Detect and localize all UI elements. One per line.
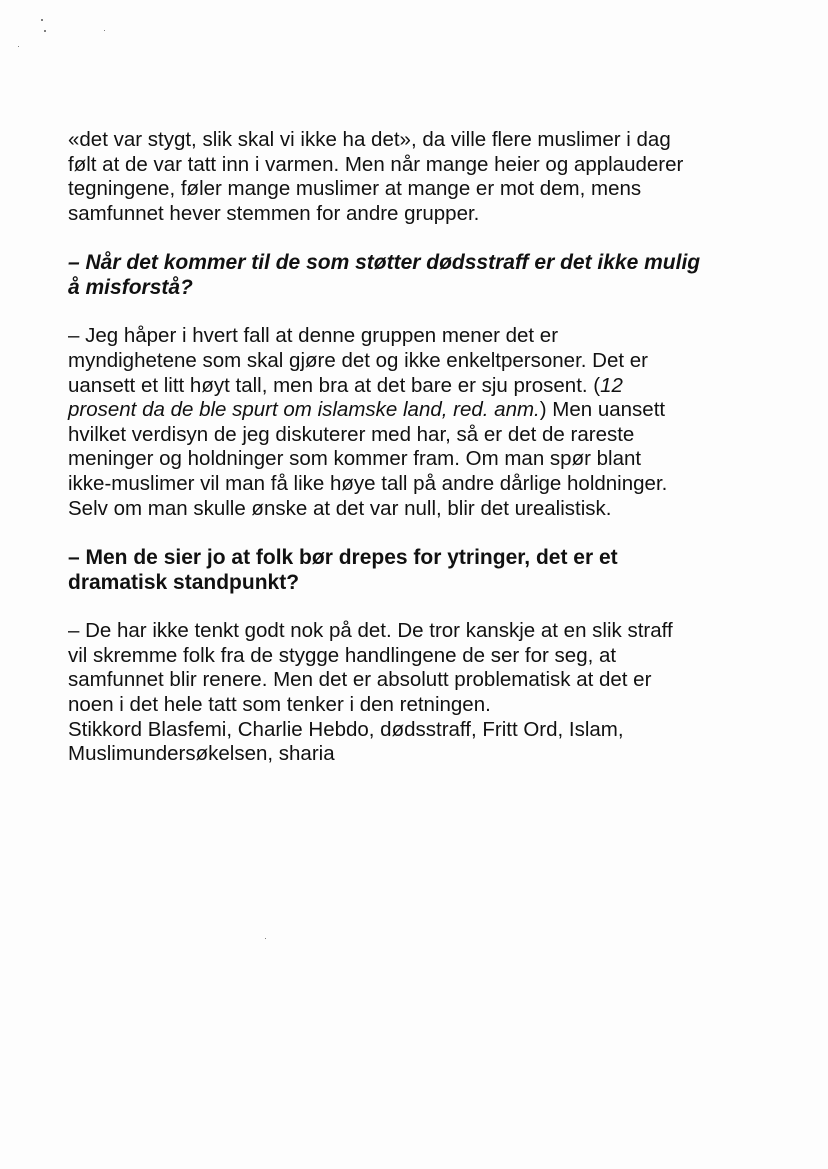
- text-line: [68, 398, 758, 423]
- text-line: – Jeg håper i hvert fall at denne gruppen mener det er: [68, 324, 559, 348]
- text-segment: ) Men uansett: [539, 398, 666, 422]
- scan-speck: [41, 19, 43, 21]
- text-line: «det var stygt, slik skal vi ikke ha det», da ville flere muslimer i dag: [68, 128, 671, 151]
- text-segment: uansett et litt høyt tall, men bra at det bare er sju prosent. (: [68, 373, 601, 397]
- scan-speck: [265, 938, 266, 939]
- scan-speck: [104, 30, 105, 31]
- interview-question-1: [68, 250, 758, 300]
- text-line: myndighetene som skal gjøre det og ikke enkeltpersoner. Det er: [68, 348, 648, 372]
- text-line: Selv om man skulle ønske at det var null, blir det urealistisk.: [68, 496, 612, 520]
- italic-note: prosent da de ble spurt om islamske land, red. anm.: [68, 398, 540, 422]
- text-line: følt at de var tatt inn i varmen. Men når mange heier og applauderer: [68, 152, 684, 176]
- text-line: vil skremme folk fra de stygge handlingene de ser for seg, at: [68, 643, 617, 667]
- text-line: hvilket verdisyn de jeg diskuterer med har, så er det de rareste: [68, 422, 635, 446]
- italic-note: 12: [600, 373, 623, 397]
- text-line: [68, 374, 758, 399]
- text-line: meninger og holdninger som kommer fram. Om man spør blant: [68, 447, 642, 471]
- scan-speck: [44, 30, 46, 32]
- text-line: – Når det kommer til de som støtter dødsstraff er det ikke mulig: [68, 251, 701, 275]
- text-line: Stikkord Blasfemi, Charlie Hebdo, dødsstraff, Fritt Ord, Islam,: [68, 717, 624, 741]
- text-line: Muslimundersøkelsen, sharia: [68, 742, 335, 766]
- text-line: – De har ikke tenkt godt nok på det. De tror kanskje at en slik straff: [68, 619, 673, 643]
- text-line: tegningene, føler mange muslimer at mange er mot dem, mens: [68, 177, 642, 201]
- text-line: ikke-muslimer vil man få like høye tall på andre dårlige holdninger.: [68, 471, 668, 495]
- text-line: samfunnet blir renere. Men det er absolutt problematisk at det er: [68, 668, 652, 692]
- article-body: [68, 128, 758, 767]
- text-line: samfunnet hever stemmen for andre grupper.: [68, 201, 480, 225]
- text-line: noen i det hele tatt som tenker i den retningen.: [68, 692, 491, 716]
- interview-answer-1: [68, 324, 758, 521]
- tag-list: [68, 718, 758, 767]
- scan-speck: [18, 46, 19, 47]
- text-line: – Men de sier jo at folk bør drepes for ytringer, det er et: [68, 546, 618, 570]
- paragraph-intro: [68, 128, 758, 226]
- interview-question-2: [68, 545, 758, 595]
- text-line: dramatisk standpunkt?: [68, 571, 300, 595]
- interview-answer-2: [68, 619, 758, 767]
- text-line: å misforstå?: [68, 276, 193, 300]
